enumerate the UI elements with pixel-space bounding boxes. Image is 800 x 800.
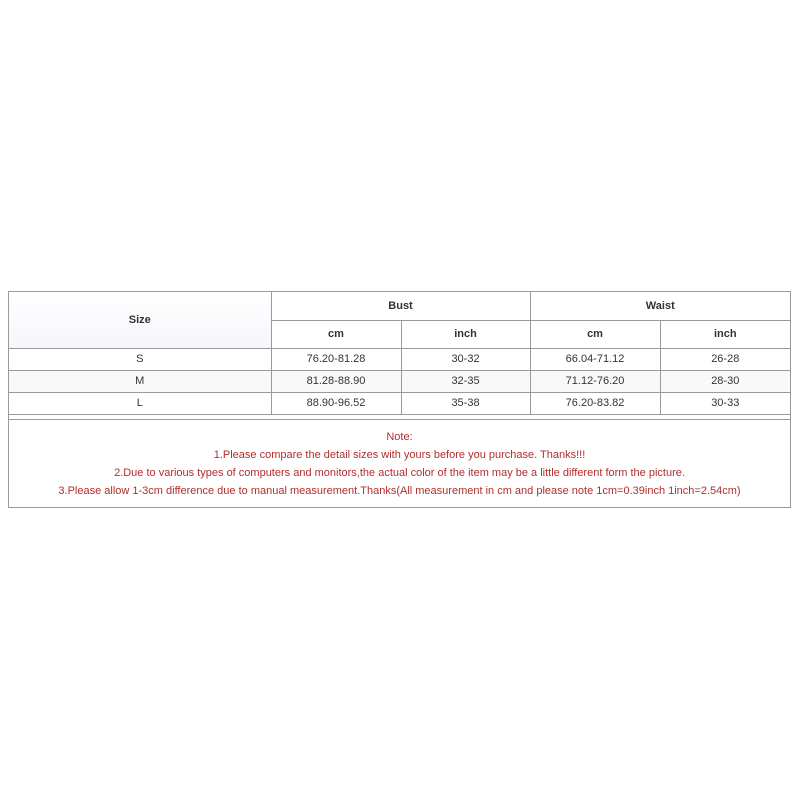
note-line: 1.Please compare the detail sizes with yours before you purchase. Thanks!!! bbox=[213, 449, 586, 461]
size-table bbox=[9, 292, 790, 415]
waist-cm-cell: 76.20-83.82 bbox=[530, 392, 660, 414]
table-header-row bbox=[9, 292, 790, 320]
size-cell: S bbox=[9, 348, 271, 370]
waist-inch-cell: 30-33 bbox=[660, 392, 790, 414]
header-waist: Waist bbox=[530, 292, 790, 320]
note-line: 2.Due to various types of computers and monitors,the actual color of the item may be a little different form the picture. bbox=[114, 467, 685, 479]
waist-inch-cell: 26-28 bbox=[660, 348, 790, 370]
waist-inch-cell: 28-30 bbox=[660, 370, 790, 392]
bust-inch-cell: 32-35 bbox=[401, 370, 530, 392]
bust-cm-cell: 76.20-81.28 bbox=[271, 348, 401, 370]
bust-cm-cell: 88.90-96.52 bbox=[271, 392, 401, 414]
header-bust: Bust bbox=[271, 292, 530, 320]
unit-waist-cm: cm bbox=[530, 320, 660, 348]
bust-cm-cell: 81.28-88.90 bbox=[271, 370, 401, 392]
notes-section bbox=[9, 419, 790, 507]
bust-inch-cell: 35-38 bbox=[401, 392, 530, 414]
size-cell: L bbox=[9, 392, 271, 414]
waist-cm-cell: 66.04-71.12 bbox=[530, 348, 660, 370]
table-row bbox=[9, 392, 790, 414]
size-chart bbox=[8, 291, 791, 508]
unit-bust-inch: inch bbox=[401, 320, 530, 348]
notes-title: Note: bbox=[386, 431, 413, 443]
size-cell: M bbox=[9, 370, 271, 392]
table-row bbox=[9, 370, 790, 392]
unit-waist-inch: inch bbox=[660, 320, 790, 348]
note-line: 3.Please allow 1-3cm difference due to manual measurement.Thanks(All measurement in cm and please note 1cm=0.39inch 1inch=2.54cm) bbox=[58, 485, 741, 497]
table-row bbox=[9, 348, 790, 370]
unit-bust-cm: cm bbox=[271, 320, 401, 348]
waist-cm-cell: 71.12-76.20 bbox=[530, 370, 660, 392]
header-size: Size bbox=[9, 292, 271, 348]
bust-inch-cell: 30-32 bbox=[401, 348, 530, 370]
